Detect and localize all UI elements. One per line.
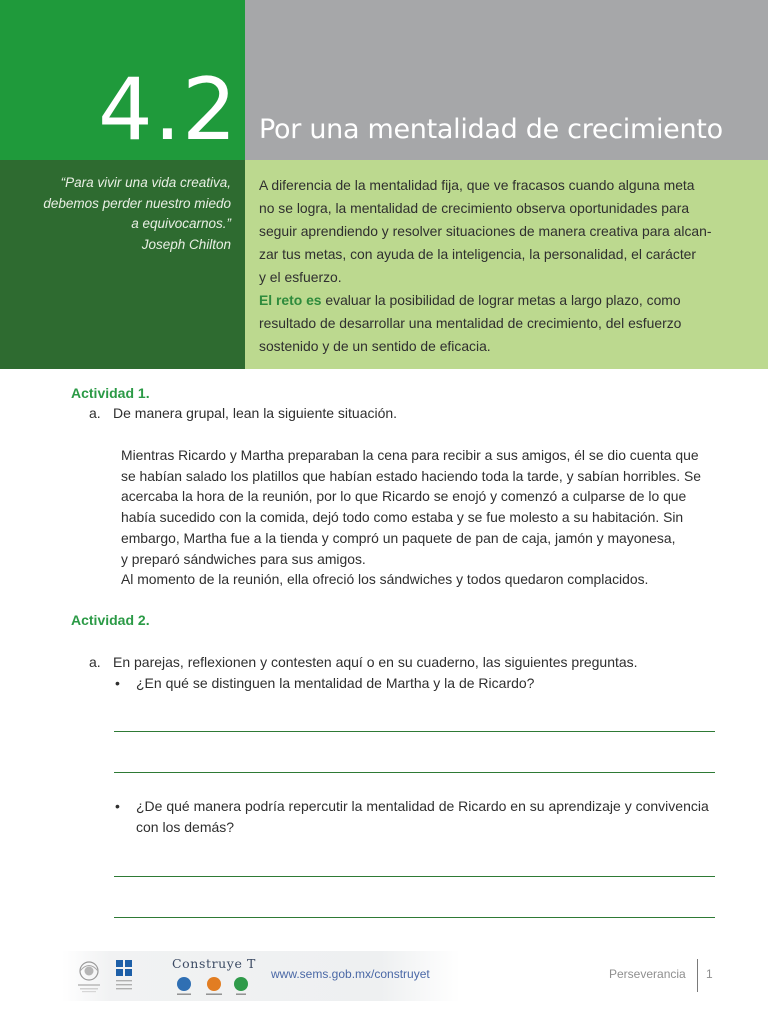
reto-line: resultado de desarrollar una mentalidad de crecimiento, del esfuerzo: [259, 315, 682, 331]
answer-line[interactable]: [114, 876, 715, 877]
intro-line: no se logra, la mentalidad de crecimiento observa oportunidades para: [259, 200, 690, 216]
reto-text: evaluar la posibilidad de lograr metas a largo plazo, como: [325, 292, 681, 308]
bullet-icon: •: [115, 675, 120, 691]
question-text: con los demás?: [136, 818, 235, 835]
intro-paragraph: [259, 174, 715, 358]
activity-1-title: Actividad 1.: [71, 385, 150, 401]
situation-line: Mientras Ricardo y Martha preparaban la cena para recibir a sus amigos, él se dio cuenta que: [121, 447, 699, 463]
question-item: [115, 673, 720, 694]
construye-t-dimensions-icon: [170, 955, 260, 999]
undp-logo-icon: [115, 958, 133, 996]
section-number: 4.2: [98, 60, 238, 160]
question-text: ¿De qué manera podría repercutir la mentalidad de Ricardo en su aprendizaje y convivencia: [136, 798, 709, 814]
situation-text: [121, 445, 703, 590]
activity-1-item: [89, 403, 397, 423]
reto-line: sostenido y de un sentido de eficacia.: [259, 338, 491, 354]
footer-divider: [697, 959, 698, 992]
reto-line: [259, 289, 715, 312]
answer-line[interactable]: [114, 731, 715, 732]
intro-line: seguir aprendiendo y resolver situaciones de manera creativa para alcan-: [259, 223, 712, 239]
bullet-icon: •: [115, 798, 120, 814]
question-text: ¿En qué se distinguen la mentalidad de Martha y la de Ricardo?: [136, 675, 535, 691]
item-text: En parejas, reflexionen y contesten aquí o en su cuaderno, las siguientes preguntas.: [113, 654, 638, 670]
answer-line[interactable]: [114, 917, 715, 918]
item-label: a.: [89, 654, 101, 670]
reto-label: El reto es: [259, 292, 322, 308]
situation-line: había sucedido con la comida, dejó todo como estaba y se fue molesto a su habitación. Sin: [121, 509, 684, 526]
situation-line: Al momento de la reunión, ella ofreció los sándwiches y todos quedaron complacidos.: [121, 571, 649, 588]
item-label: a.: [89, 405, 101, 421]
quote-line: “Para vivir una vida creativa,: [60, 175, 231, 190]
quote-author: Joseph Chilton: [141, 236, 231, 252]
situation-line: acercaba la hora de la reunión, por lo que Ricardo se enojó y comenzó a culparse de lo que: [121, 488, 687, 505]
intro-line: y el esfuerzo.: [259, 269, 342, 285]
website-link[interactable]: www.sems.gob.mx/construyet: [271, 967, 430, 981]
quote-line: a equivocarnos.”: [131, 216, 231, 231]
answer-line[interactable]: [114, 772, 715, 773]
section-title: Por una mentalidad de crecimiento: [259, 114, 723, 145]
quote-line: debemos perder nuestro miedo: [43, 195, 231, 211]
footer-section-name: Perseverancia: [609, 967, 686, 981]
activity-2-title: Actividad 2.: [71, 612, 150, 628]
question-item: [115, 796, 720, 837]
situation-line: embargo, Martha fue a la tienda y compró un paquete de pan de caja, jamón y mayonesa,: [121, 529, 676, 546]
epigraph-quote: [21, 173, 231, 255]
situation-line: se habían salado los platillos que habían estado haciendo toda la tarde, y sabían horribles. Se: [121, 467, 701, 484]
construye-t-logo-text: Construye T: [172, 956, 256, 971]
activity-2-item: [89, 652, 638, 672]
situation-line: y preparó sándwiches para sus amigos.: [121, 550, 366, 567]
page-number: 1: [706, 967, 713, 981]
item-text: De manera grupal, lean la siguiente situación.: [113, 405, 398, 421]
intro-line: A diferencia de la mentalidad fija, que ve fracasos cuando alguna meta: [259, 177, 695, 193]
intro-line: zar tus metas, con ayuda de la inteligencia, la personalidad, el carácter: [259, 246, 697, 262]
sep-logo-icon: [74, 958, 104, 996]
